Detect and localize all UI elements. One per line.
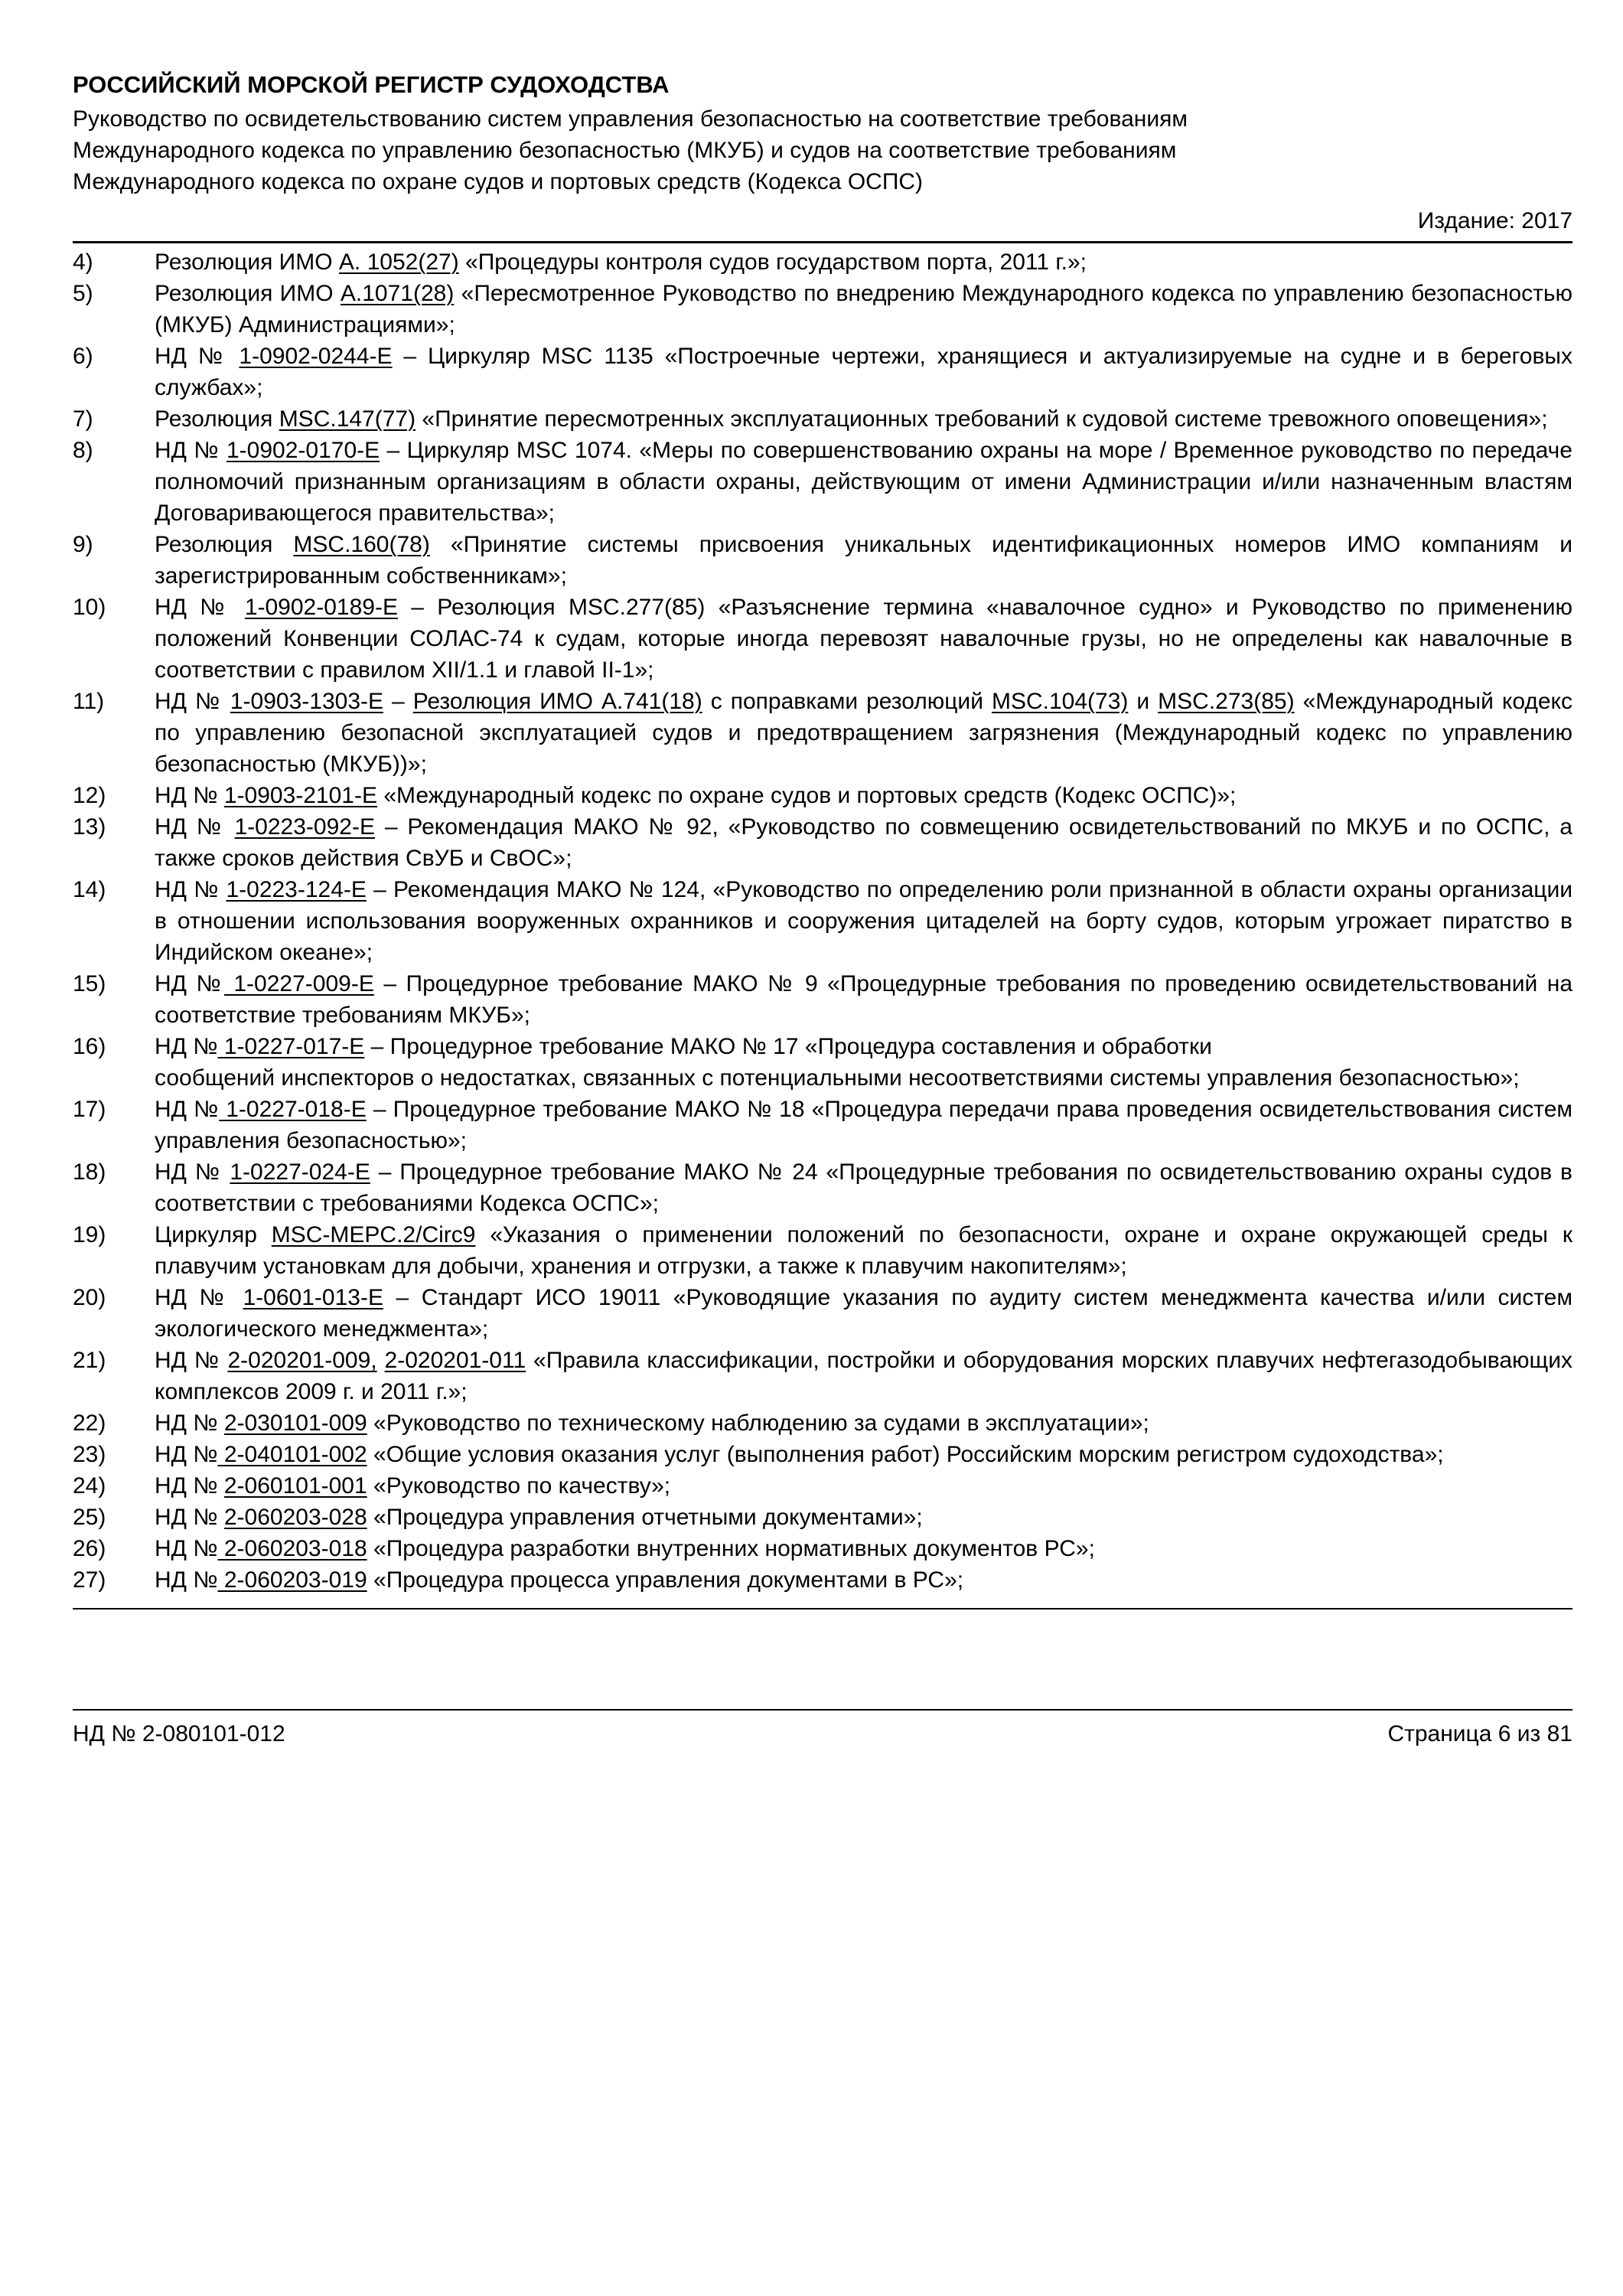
list-item (73, 1407, 1572, 1439)
text-segment: «Общие условия оказания услуг (выполнения работ) Российским морским регистром судоходства»; (367, 1442, 1444, 1467)
text-segment: «Руководство по качеству»; (367, 1473, 671, 1499)
list-item (73, 1219, 1572, 1282)
list-item (73, 1156, 1572, 1219)
document-subtitle (73, 103, 1572, 197)
text-segment: – Стандарт ИСО 19011 «Руководящие указания по аудиту систем менеджмента качества и/или систем экологического менеджмента»; (155, 1285, 1572, 1342)
text-segment: НД № (155, 595, 245, 620)
text-segment: НД № (155, 1285, 243, 1310)
text-segment: – (383, 689, 413, 714)
list-item-text (155, 1156, 1572, 1219)
text-segment: НД № (155, 877, 227, 902)
list-item-text (155, 1502, 1572, 1533)
list-item-number: 9) (73, 532, 93, 557)
doc-number-underlined: Резолюция ИМО А.741(18) (412, 689, 702, 714)
list-item-number: 22) (73, 1411, 106, 1436)
doc-number-underlined: 1-0902-0244-Е (239, 344, 393, 369)
text-segment: НД № (155, 1348, 228, 1373)
text-segment: «Руководство по техническому наблюдению за судами в эксплуатации»; (367, 1411, 1149, 1436)
edition-label: Издание: 2017 (1417, 208, 1572, 233)
list-item-number: 27) (73, 1567, 106, 1593)
list-item-number: 20) (73, 1285, 106, 1310)
footer-doc-number: НД № 2-080101-012 (73, 1721, 285, 1746)
list-item (73, 1470, 1572, 1502)
doc-number-underlined: 2-020201-009, (227, 1348, 377, 1373)
list-item-text (155, 1094, 1572, 1156)
list-item (73, 811, 1572, 874)
text-segment: Циркуляр (155, 1222, 272, 1247)
doc-number-underlined: А. 1052(27) (338, 249, 459, 275)
doc-number-underlined: 1-0903-2101-Е (223, 783, 377, 808)
doc-number-underlined: MSC.160(78) (293, 532, 430, 557)
list-item-number: 25) (73, 1505, 106, 1530)
list-item-text (155, 1219, 1572, 1282)
doc-number-underlined: MSC-MEPC.2/Circ9 (271, 1222, 476, 1247)
text-segment: сообщений инспекторов о недостатках, связанных с потенциальными несоответствиями системы управления безопасностью»; (155, 1065, 1520, 1091)
list-item (73, 435, 1572, 529)
doc-number-underlined: MSC.104(73) (991, 689, 1129, 714)
list-item-text (155, 1031, 1572, 1094)
list-item-number: 11) (73, 689, 105, 714)
doc-number-underlined: 2-020201-011 (384, 1348, 526, 1373)
list-item-number: 12) (73, 783, 106, 808)
text-segment: Резолюция ИМО (155, 281, 341, 306)
text-segment: «Процедура разработки внутренних нормативных документов РС»; (367, 1536, 1095, 1561)
list-item-text (155, 1564, 1572, 1596)
text-segment: НД № (155, 1159, 230, 1185)
list-item-text (155, 278, 1572, 341)
text-segment: Резолюция ИМО (155, 249, 339, 275)
list-item (73, 592, 1572, 686)
list-item (73, 403, 1572, 435)
text-segment: «Процедура управления отчетными документами»; (367, 1505, 923, 1530)
text-segment: НД № (155, 1567, 218, 1593)
document-header (73, 69, 1572, 243)
list-item-number: 19) (73, 1222, 106, 1247)
list-item (73, 1533, 1572, 1564)
doc-number-underlined: 1-0902-0189-Е (244, 595, 398, 620)
list-item-text (155, 1439, 1572, 1470)
doc-number-underlined: 2-060203-028 (223, 1505, 367, 1530)
subtitle-line: Международного кодекса по охране судов и портовых средств (Кодекса ОСПС) (73, 169, 924, 194)
doc-number-underlined: 2-030101-009 (223, 1411, 367, 1436)
text-segment: НД № (155, 1442, 218, 1467)
doc-number-underlined: MSC.147(77) (279, 406, 416, 432)
list-item-number: 17) (73, 1097, 106, 1122)
text-segment: «Правила классификации, постройки и оборудования морских плавучих нефтегазодобывающих комплексов 2009 г. и 2011 г.»; (155, 1348, 1572, 1404)
text-segment: – Циркуляр MSC 1135 «Построечные чертежи, хранящиеся и актуализируемые на судне и в береговых службах»; (155, 344, 1572, 400)
list-item-number: 7) (73, 406, 93, 432)
list-item-text (155, 811, 1572, 874)
doc-number-underlined: 1-0227-009-Е (223, 971, 374, 996)
footer-row (73, 1718, 1572, 1750)
list-item (73, 686, 1572, 780)
text-segment (377, 1348, 385, 1373)
list-item (73, 278, 1572, 341)
doc-number-underlined: 1-0903-1303-Е (230, 689, 384, 714)
content-end-divider (73, 1608, 1572, 1609)
text-segment: НД № (155, 344, 240, 369)
doc-number-underlined: 1-0902-0170-Е (227, 438, 380, 463)
list-item-number: 24) (73, 1473, 106, 1499)
list-item-number: 26) (73, 1536, 106, 1561)
doc-number-underlined: 2-060203-019 (217, 1567, 367, 1593)
text-segment: НД № (155, 1536, 218, 1561)
list-item-text (155, 874, 1572, 968)
text-segment: – Процедурное требование МАКО № 9 «Процедурные требования по проведению освидетельствований на соответствие требованиям МКУБ»; (155, 971, 1573, 1028)
list-item-number: 13) (73, 814, 106, 840)
doc-number-underlined: 2-060101-001 (223, 1473, 367, 1499)
list-item (73, 529, 1572, 592)
list-item (73, 1282, 1572, 1345)
document-footer (73, 1709, 1572, 1750)
text-segment: – Процедурное требование МАКО № 17 «Процедура составления и обработки (364, 1034, 1212, 1059)
list-item-number: 18) (73, 1159, 106, 1185)
list-item (73, 1502, 1572, 1533)
text-segment: НД № (155, 438, 227, 463)
list-item-number: 5) (73, 281, 93, 306)
document-list (73, 246, 1572, 1596)
doc-number-underlined: 1-0227-017-Е (217, 1034, 365, 1059)
text-segment: – Циркуляр MSC 1074. «Меры по совершенствованию охраны на море / Временное руководство по передаче полномочий признанным организациям в области охраны, действующим от имени Администрации и/или назначенным властям Договаривающегося правительства»; (155, 438, 1572, 526)
text-segment: «Процедура процесса управления документами в РС»; (367, 1567, 964, 1593)
list-item-number: 10) (73, 595, 106, 620)
text-segment: НД № (155, 971, 224, 996)
text-segment: НД № (155, 1034, 218, 1059)
list-item-text (155, 968, 1572, 1031)
text-segment: Резолюция (155, 406, 279, 432)
list-item (73, 1345, 1572, 1407)
list-item (73, 874, 1572, 968)
list-item-text (155, 1345, 1572, 1407)
list-item-number: 15) (73, 971, 106, 996)
text-segment: «Международный кодекс по управлению безопасной эксплуатацией судов и предотвращением загрязнения (Международный кодекс по управлению безопасностью (МКУБ))»; (155, 689, 1573, 777)
list-item-text (155, 686, 1572, 780)
doc-number-underlined: 1-0223-092-Е (234, 814, 375, 840)
text-segment: «Пересмотренное Руководство по внедрению Международного кодекса по управлению безопасностью (МКУБ) Администрациями»; (155, 281, 1572, 338)
list-item (73, 1439, 1572, 1470)
list-item (73, 780, 1572, 811)
doc-number-underlined: А.1071(28) (340, 281, 455, 306)
doc-number-underlined: MSC.273(85) (1158, 689, 1295, 714)
text-segment: – Резолюция MSC.277(85) «Разъяснение термина «навалочное судно» и Руководство по применению положений Конвенции СОЛАС-74 к судам, которые иногда перевозят навалочные грузы, но не определены как навалочные в соответствии с правилом XII/1.1 и главой II-1»; (155, 595, 1572, 683)
subtitle-line: Руководство по освидетельствованию систем управления безопасностью на соответствие требованиям (73, 106, 1188, 132)
doc-number-underlined: 1-0227-018-Е (219, 1097, 367, 1122)
doc-number-underlined: 1-0227-024-Е (230, 1159, 370, 1185)
text-segment: НД № (155, 1505, 224, 1530)
list-item-number: 6) (73, 344, 93, 369)
list-item-text (155, 246, 1572, 278)
organization-title: РОССИЙСКИЙ МОРСКОЙ РЕГИСТР СУДОХОДСТВА (73, 71, 670, 98)
list-item (73, 1031, 1572, 1094)
list-item-text (155, 341, 1572, 403)
text-segment: – Процедурное требование МАКО № 24 «Процедурные требования по освидетельствованию охраны судов в соответствии с требованиями Кодекса ОСПС»; (155, 1159, 1572, 1216)
text-segment: с поправками резолюций (702, 689, 992, 714)
header-divider (73, 241, 1572, 243)
text-segment: «Процедуры контроля судов государством порта, 2011 г.»; (458, 249, 1087, 275)
list-item-text (155, 780, 1572, 811)
list-item (73, 246, 1572, 278)
footer-divider (73, 1709, 1572, 1711)
list-item-text (155, 1282, 1572, 1345)
list-item-number: 16) (73, 1034, 106, 1059)
list-item-text (155, 592, 1572, 686)
text-segment: – Рекомендация МАКО № 92, «Руководство по совмещению освидетельствований по МКУБ и по ОСПС, а также сроков действия СвУБ и СвОС»; (155, 814, 1572, 871)
footer-page-info: Страница 6 из 81 (1387, 1721, 1572, 1746)
text-segment: НД № (155, 689, 230, 714)
text-segment: «Международный кодекс по охране судов и портовых средств (Кодекс ОСПС)»; (377, 783, 1237, 808)
text-segment: «Указания о применении положений по безопасности, охране и охране окружающей среды к плавучим установкам для добычи, хранения и отгрузки, а также к плавучим накопителям»; (155, 1222, 1572, 1279)
text-segment: «Принятие системы присвоения уникальных идентификационных номеров ИМО компаниям и зарегистрированным собственникам»; (155, 532, 1572, 589)
list-item-text (155, 1407, 1572, 1439)
text-segment: НД № (155, 1411, 224, 1436)
doc-number-underlined: 1-0223-124-Е (226, 877, 367, 902)
subtitle-line: Международного кодекса по управлению безопасностью (МКУБ) и судов на соответствие требованиям (73, 138, 1177, 163)
text-segment: – Процедурное требование МАКО № 18 «Процедура передачи права проведения освидетельствования систем управления безопасностью»; (155, 1097, 1573, 1153)
list-item-text (155, 435, 1572, 529)
list-item-text (155, 1470, 1572, 1502)
text-segment: НД № (155, 1097, 220, 1122)
text-segment: «Принятие пересмотренных эксплуатационных требований к судовой системе тревожного оповещения»; (416, 406, 1548, 432)
list-item (73, 968, 1572, 1031)
text-segment: НД № (155, 783, 224, 808)
text-segment: Резолюция (155, 532, 294, 557)
list-item-number: 23) (73, 1442, 106, 1467)
list-item-number: 21) (73, 1348, 106, 1373)
list-item-text (155, 1533, 1572, 1564)
list-item-number: 4) (73, 249, 93, 275)
list-item-number: 8) (73, 438, 93, 463)
text-segment: и (1128, 689, 1159, 714)
doc-number-underlined: 1-0601-013-Е (243, 1285, 383, 1310)
list-item-number: 14) (73, 877, 106, 902)
text-segment: – Рекомендация МАКО № 124, «Руководство по определению роли признанной в области охраны организации в отношении использования вооруженных охранников и сооружения цитаделей на борту судов, которым угрожает пиратство в Индийском океане»; (155, 877, 1572, 965)
doc-number-underlined: 2-060203-018 (217, 1536, 367, 1561)
list-item (73, 341, 1572, 403)
list-item (73, 1564, 1572, 1596)
text-segment: НД № (155, 1473, 224, 1499)
list-item (73, 1094, 1572, 1156)
list-item-text (155, 529, 1572, 592)
text-segment: НД № (155, 814, 235, 840)
doc-number-underlined: 2-040101-002 (217, 1442, 367, 1467)
list-item-text (155, 403, 1572, 435)
